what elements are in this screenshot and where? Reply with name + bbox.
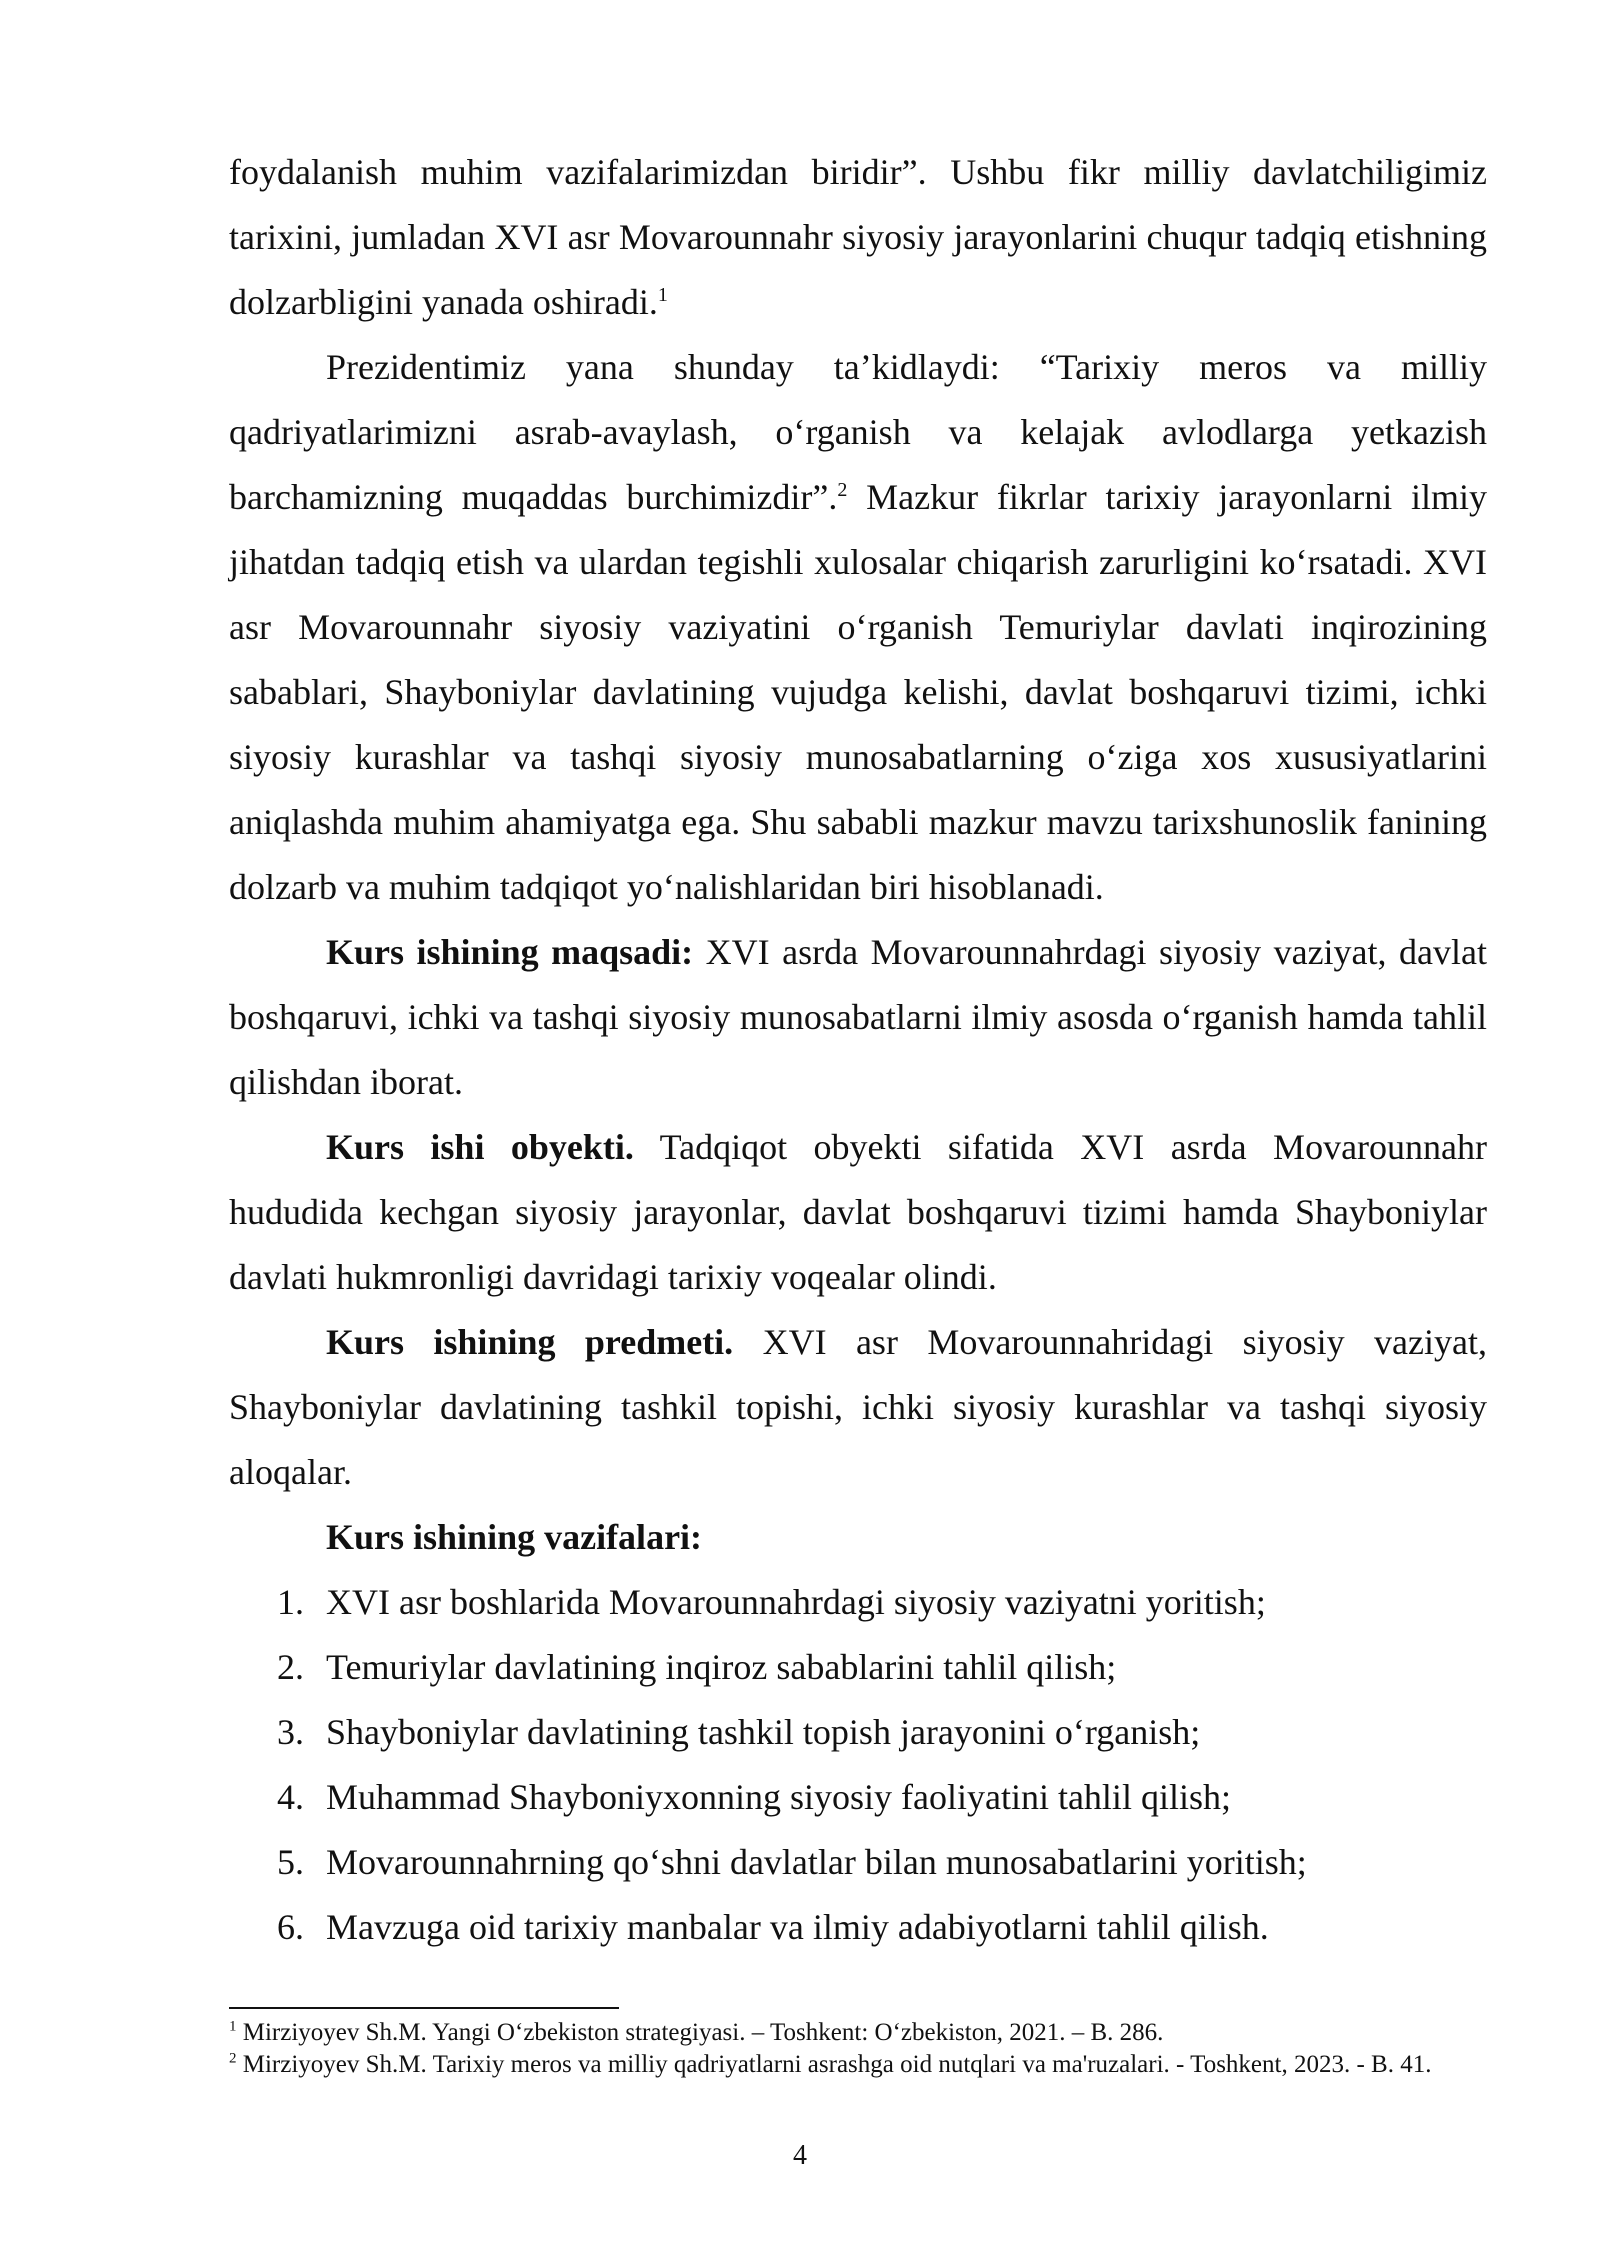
paragraph-text: Prezidentimiz yana shunday ta’kidlaydi: “Tarixiy meros va milliy qadriyatlarimizni asrab-avaylash, o‘rganish va kelajak avlodlarga yetkazish barchamizning muqaddas burchimizdir”. xyxy=(229,347,1487,517)
paragraph-text: foydalanish muhim vazifalarimizdan biridir”. Ushbu fikr milliy davlatchiligimiz tarixini, jumladan XVI asr Movarounnahr siyosiy jarayonlarini chuqur tadqiq etishning dolzarbligini yanada oshiradi. xyxy=(229,152,1487,322)
section-label: Kurs ishi obyekti. xyxy=(326,1127,634,1167)
footnote-text: Mirziyoyev Sh.M. Tarixiy meros va milliy qadriyatlarni asrashga oid nutqlari va ma'ruzalari. - Toshkent, 2023. - B. 41. xyxy=(236,2051,1432,2078)
footnote xyxy=(229,2050,1487,2080)
section-label: Kurs ishining maqsadi: xyxy=(326,932,694,972)
footnote-reference[interactable]: 2 xyxy=(837,479,848,501)
paragraph-text: XVI asr Movarounnahridagi siyosiy vaziyat, Shayboniylar davlatining tashkil topishi, ichki siyosiy kurashlar va tashqi siyosiy aloqalar. xyxy=(229,1322,1487,1492)
footnote-separator xyxy=(229,2007,619,2009)
paragraph-course-object xyxy=(229,1115,1487,1310)
footnote xyxy=(229,2018,1487,2048)
list-number: 6. xyxy=(277,1907,304,1947)
footnote-text: Mirziyoyev Sh.M. Yangi O‘zbekiston strategiyasi. – Toshkent: O‘zbekiston, 2021. – B. 286. xyxy=(236,2019,1164,2046)
list-item xyxy=(229,1895,1487,1960)
list-item-text: Temuriylar davlatining inqiroz sabablarini tahlil qilish; xyxy=(326,1647,1117,1687)
page-number: 4 xyxy=(793,2140,807,2171)
list-item-text: XVI asr boshlarida Movarounnahrdagi siyosiy vaziyatni yoritish; xyxy=(326,1582,1266,1622)
list-item xyxy=(229,1635,1487,1700)
paragraph-text: Mazkur fikrlar tarixiy jarayonlarni ilmiy jihatdan tadqiq etish va ulardan tegishli xulosalar chiqarish zarurligini ko‘rsatadi. XVI asr Movarounnahr siyosiy vaziyatini o‘rganish Temuriylar davlati inqirozining sabablari, Shayboniylar davlatining vujudga kelishi, davlat boshqaruvi tizimi, ichki siyosiy kurashlar va tashqi siyosiy munosabatlarning o‘ziga xos xususiyatlarini aniqlashda muhim ahamiyatga ega. Shu sababli mazkur mavzu tarixshunoslik fanining dolzarb va muhim tadqiqot yo‘nalishlaridan biri hisoblanadi. xyxy=(229,477,1487,907)
list-item-text: Mavzuga oid tarixiy manbalar va ilmiy adabiyotlarni tahlil qilish. xyxy=(326,1907,1269,1947)
paragraph-course-subject xyxy=(229,1310,1487,1505)
list-item-text: Shayboniylar davlatining tashkil topish jarayonini o‘rganish; xyxy=(326,1712,1201,1752)
paragraph-president-quote xyxy=(229,335,1487,920)
list-item xyxy=(229,1830,1487,1895)
section-label: Kurs ishining predmeti. xyxy=(326,1322,734,1362)
footnote-reference[interactable]: 1 xyxy=(657,284,668,306)
footnote-number: 2 xyxy=(229,2050,237,2067)
footnotes xyxy=(229,2018,1487,2082)
list-number: 3. xyxy=(277,1712,304,1752)
tasks-heading: Kurs ishining vazifalari: xyxy=(326,1517,703,1557)
list-number: 4. xyxy=(277,1777,304,1817)
tasks-list xyxy=(229,1570,1487,1960)
list-number: 5. xyxy=(277,1842,304,1882)
list-number: 1. xyxy=(277,1582,304,1622)
list-item xyxy=(229,1700,1487,1765)
list-item-text: Muhammad Shayboniyxonning siyosiy faoliyatini tahlil qilish; xyxy=(326,1777,1231,1817)
paragraph-course-goal xyxy=(229,920,1487,1115)
paragraph-intro-continuation xyxy=(229,140,1487,335)
paragraph-text: Tadqiqot obyekti sifatida XVI asrda Movarounnahr hududida kechgan siyosiy jarayonlar, davlat boshqaruvi tizimi hamda Shayboniylar davlati hukmronligi davridagi tarixiy voqealar olindi. xyxy=(229,1127,1487,1297)
list-item xyxy=(229,1765,1487,1830)
document-page xyxy=(229,140,1487,1960)
list-item xyxy=(229,1570,1487,1635)
list-item-text: Movarounnahrning qo‘shni davlatlar bilan munosabatlarini yoritish; xyxy=(326,1842,1307,1882)
footnote-number: 1 xyxy=(229,2018,237,2035)
list-number: 2. xyxy=(277,1647,304,1687)
paragraph-text: XVI asrda Movarounnahrdagi siyosiy vaziyat, davlat boshqaruvi, ichki va tashqi siyosiy munosabatlarni ilmiy asosda o‘rganish hamda tahlil qilishdan iborat. xyxy=(229,932,1488,1102)
